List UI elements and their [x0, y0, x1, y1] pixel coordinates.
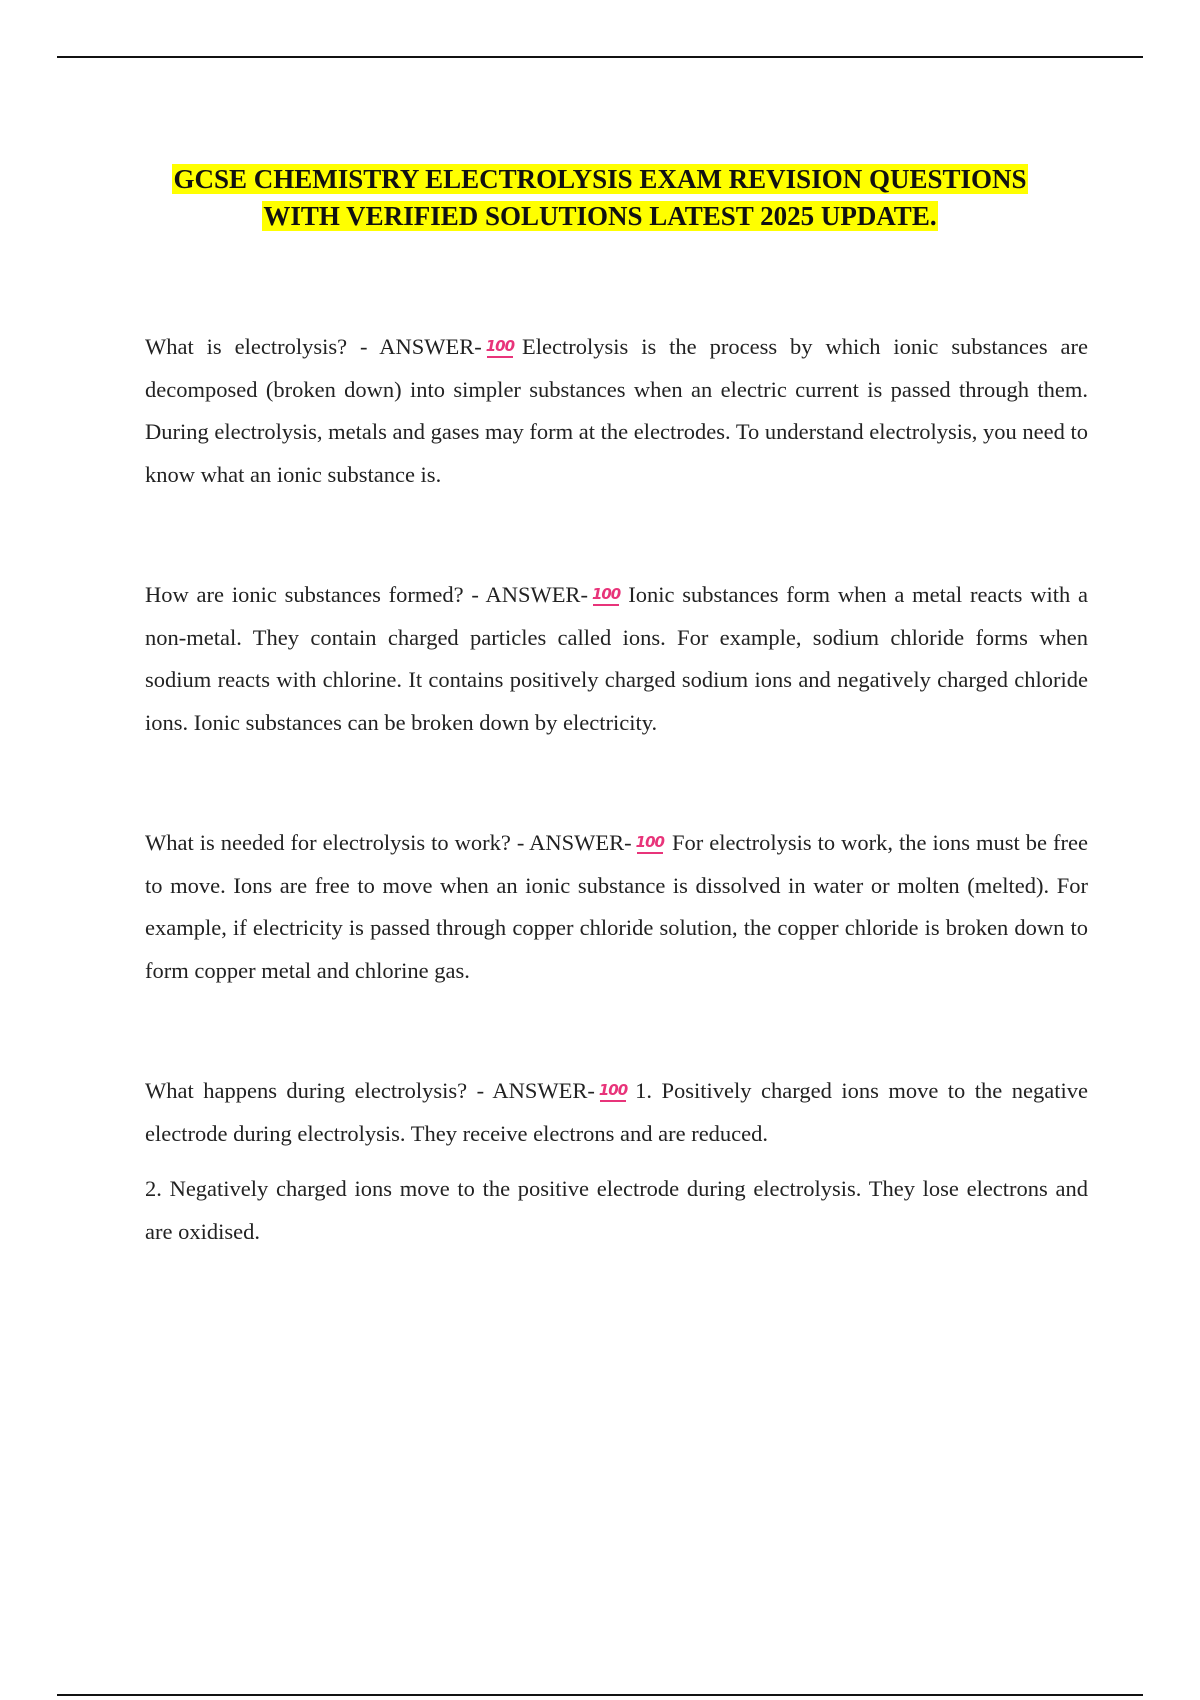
question-text: What happens during electrolysis? - ANSWER- — [145, 1078, 595, 1103]
question-text: What is electrolysis? - ANSWER- — [145, 334, 482, 359]
question-text: How are ionic substances formed? - ANSWER- — [145, 582, 588, 607]
title-line-1: GCSE CHEMISTRY ELECTROLYSIS EXAM REVISION QUESTIONS — [173, 164, 1027, 195]
top-rule — [57, 56, 1143, 58]
qa-item — [145, 1070, 1088, 1253]
qa-paragraph — [145, 1070, 1088, 1155]
title-line-2: WITH VERIFIED SOLUTIONS LATEST 2025 UPDATE. — [263, 201, 937, 232]
hundred-points-icon: 100 — [598, 1081, 628, 1099]
qa-item — [145, 822, 1088, 992]
document-title — [100, 161, 1100, 235]
question-text: What is needed for electrolysis to work? - ANSWER- — [145, 830, 632, 855]
answer-text: For electrolysis to work, the ions must be free to move. Ions are free to move when an ionic substance is dissolved in water or molten (melted). For example, if electricity is passed through copper chloride solution, the copper chloride is broken down to form copper metal and chlorine gas. — [145, 830, 1089, 983]
bottom-rule — [57, 1694, 1143, 1696]
answer-continuation: 2. Negatively charged ions move to the positive electrode during electrolysis. They lose electrons and are oxidised. — [145, 1176, 1088, 1244]
hundred-points-icon: 100 — [635, 833, 664, 851]
hundred-points-icon: 100 — [485, 337, 515, 355]
qa-paragraph — [145, 326, 1088, 496]
hundred-points-icon: 100 — [591, 585, 621, 603]
qa-item — [145, 326, 1088, 496]
qa-item — [145, 574, 1088, 744]
answer-text: Ionic substances form when a metal reacts with a non-metal. They contain charged particles called ions. For example, sodium chloride forms when sodium reacts with chlorine. It contains positively charged sodium ions and negatively charged chloride ions. Ionic substances can be broken down by electricity. — [145, 582, 1088, 735]
qa-paragraph — [145, 574, 1088, 744]
answer-text: Electrolysis is the process by which ionic substances are decomposed (broken down) into simpler substances when an electric current is passed through them. During electrolysis, metals and gases may form at the electrodes. To understand electrolysis, you need to know what an ionic substance is. — [145, 334, 1089, 487]
answer-text: 1. Positively charged ions move to the negative electrode during electrolysis. They receive electrons and are reduced. — [145, 1078, 1088, 1146]
qa-paragraph — [145, 822, 1088, 992]
